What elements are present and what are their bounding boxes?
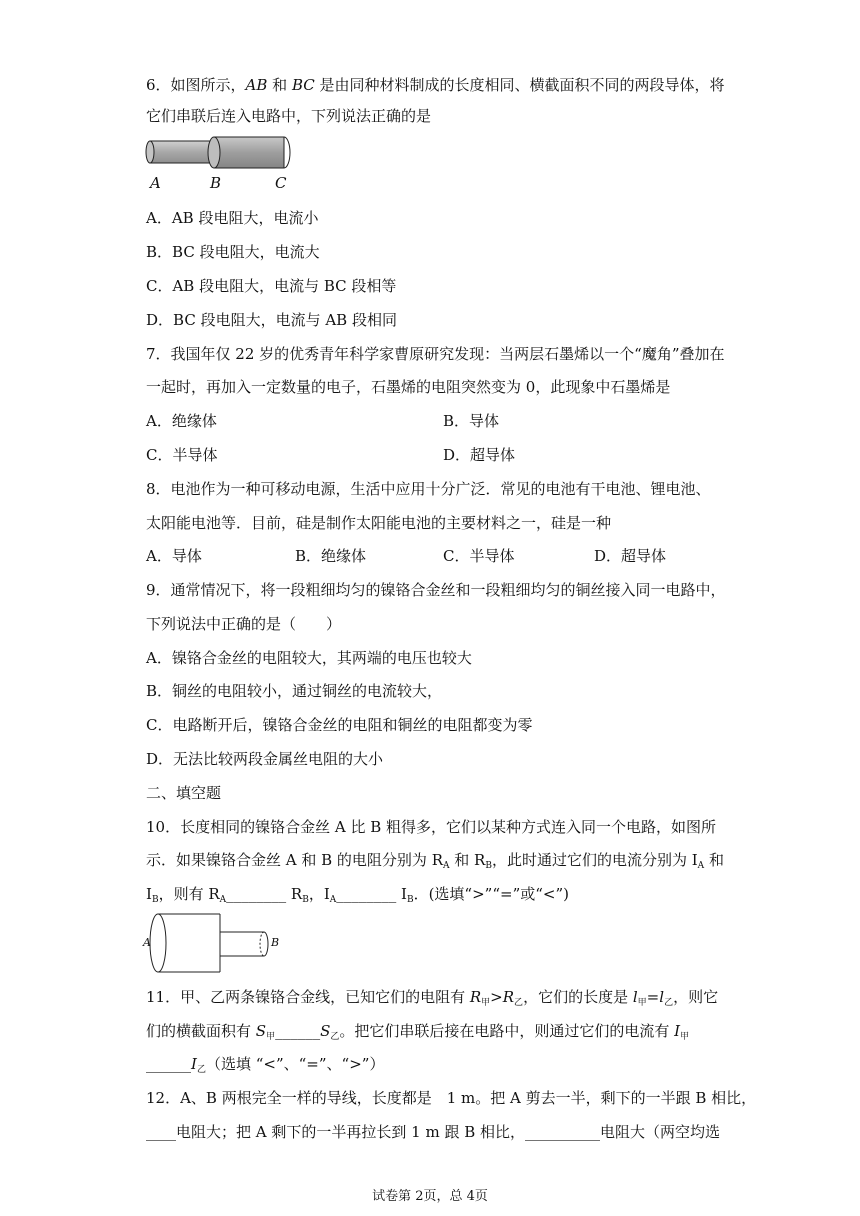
q8-option-d: D．超导体 <box>594 547 667 565</box>
section-heading-fill-in: 二、填空题 <box>146 784 222 802</box>
text: 们的横截面积有 <box>146 1022 256 1040</box>
text: 和 <box>267 76 292 94</box>
text: 11．甲、乙两条镍铬合金线，已知它们的电阻有 <box>146 988 470 1006</box>
subscript: B <box>151 895 159 905</box>
text: ，I <box>308 885 330 903</box>
answer-blank: ________ R <box>226 885 303 903</box>
subscript: B <box>485 861 492 871</box>
q8-option-c: C．半导体 <box>443 547 515 565</box>
text: AB <box>245 76 268 94</box>
q10-label-b: B <box>271 936 280 949</box>
subscript: A <box>697 861 705 871</box>
text: ，则它 <box>673 988 719 1006</box>
text: ，则有 R <box>158 885 220 903</box>
q10-label-a: A <box>143 936 151 949</box>
q7-option-d: D．超导体 <box>443 446 516 464</box>
q10-wire-figure <box>140 908 290 978</box>
q7-option-a: A．绝缘体 <box>146 412 217 430</box>
answer-blank: ______ <box>275 1022 321 1040</box>
q9-option-b: B．铜丝的电阻较小，通过铜丝的电流较大， <box>146 682 443 700</box>
text: ，它们的长度是 <box>523 988 633 1006</box>
q6-option-b: B．BC 段电阻大，电流大 <box>146 243 320 261</box>
subscript: B <box>302 895 309 905</box>
text: BC <box>291 76 315 94</box>
text: 示．如果镍铬合金丝 A 和 B 的电阻分别为 R <box>146 851 443 869</box>
subscript: 乙 <box>664 998 674 1008</box>
q7-option-c: C．半导体 <box>146 446 218 464</box>
text: R <box>502 988 515 1006</box>
text: > <box>490 988 503 1006</box>
subscript: A <box>443 861 450 871</box>
text: 和 R <box>449 851 486 869</box>
text: S <box>320 1022 331 1040</box>
q8-option-a: A．导体 <box>146 547 202 565</box>
q11-stem-line1 <box>146 987 718 1013</box>
q8-stem-line1: 8．电池作为一种可移动电源，生活中应用十分广泛．常见的电池有干电池、锂电池、 <box>146 480 711 498</box>
q11-stem-line3 <box>146 1054 384 1080</box>
subscript: 甲 <box>637 998 647 1008</box>
q6-label-b: B <box>210 174 222 192</box>
text: 6．如图所示， <box>146 76 246 94</box>
answer-blank: ______ <box>146 1055 191 1073</box>
subscript: A <box>329 895 337 905</box>
text: ．(选填“>”“=”或“<”) <box>413 885 569 903</box>
q9-stem-line1: 9．通常情况下，将一段粗细均匀的镍铬合金丝和一段粗细均匀的铜丝接入同一电路中， <box>146 581 726 599</box>
q10-stem-line1: 10．长度相同的镍铬合金丝 A 比 B 粗得多，它们以某种方式连入同一个电路，如图所 <box>146 818 717 836</box>
text: 。把它们串联后接在电路中，则通过它们的电流有 <box>339 1022 675 1040</box>
text: 是由同种材料制成的长度相同、横截面积不同的两段导体，将 <box>314 76 725 94</box>
text: 和 <box>704 851 724 869</box>
text: I <box>146 885 152 903</box>
text: （选填 “<”、“=”、“>”） <box>205 1055 385 1073</box>
q6-label-a: A <box>150 174 161 192</box>
text: I <box>674 1022 681 1040</box>
subscript: 乙 <box>330 1032 340 1042</box>
text: ，此时通过它们的电流分别为 I <box>491 851 698 869</box>
text: I <box>191 1055 197 1073</box>
text: l <box>659 988 665 1006</box>
q6-option-c: C．AB 段电阻大，电流与 BC 段相等 <box>146 277 397 295</box>
subscript: 乙 <box>196 1065 206 1075</box>
q7-stem-line2: 一起时，再加入一定数量的电子，石墨烯的电阻突然变为 0，此现象中石墨烯是 <box>146 378 671 396</box>
q12-stem-line1: 12．A、B 两根完全一样的导线，长度都是 1 m。把 A 剪去一半，剩下的一半跟 B 相比， <box>146 1089 757 1107</box>
subscript: 甲 <box>266 1032 276 1042</box>
q6-option-d: D．BC 段电阻大，电流与 AB 段相同 <box>146 311 397 329</box>
q7-stem-line1: 7．我国年仅 22 岁的优秀青年科学家曹原研究发现：当两层石墨烯以一个“魔角”叠加在 <box>146 345 725 363</box>
text: = <box>646 988 660 1006</box>
q9-stem-line2: 下列说法中正确的是（ ） <box>146 615 342 633</box>
q8-option-b: B．绝缘体 <box>295 547 367 565</box>
q10-stem-line3 <box>146 884 569 910</box>
q6-option-a: A．AB 段电阻大，电流小 <box>146 209 319 227</box>
q10-stem-line2 <box>146 850 724 876</box>
q7-option-b: B．导体 <box>443 412 500 430</box>
q6-stem-line1 <box>146 75 725 95</box>
subscript: 甲 <box>680 1032 690 1042</box>
q12-stem-line2: ____电阻大；把 A 剩下的一半再拉长到 1 m 跟 B 相比，__________电阻大（两空均选 <box>146 1123 721 1141</box>
q9-option-d: D．无法比较两段金属丝电阻的大小 <box>146 750 384 768</box>
q11-stem-line2 <box>146 1021 689 1047</box>
subscript: A <box>219 895 227 905</box>
answer-blank: ________ I <box>336 885 407 903</box>
q9-option-a: A．镍铬合金丝的电阻较大，其两端的电压也较大 <box>146 649 472 667</box>
q9-option-c: C．电路断开后，镍铬合金丝的电阻和铜丝的电阻都变为零 <box>146 716 533 734</box>
page-footer: 试卷第 2页，总 4页 <box>372 1189 488 1204</box>
text: S <box>255 1022 267 1040</box>
subscript: B <box>406 895 414 905</box>
text: l <box>632 988 638 1006</box>
subscript: 乙 <box>514 998 524 1008</box>
text: R <box>469 988 482 1006</box>
q6-label-c: C <box>275 174 287 192</box>
subscript: 甲 <box>481 998 491 1008</box>
q8-stem-line2: 太阳能电池等．目前，硅是制作太阳能电池的主要材料之一，硅是一种 <box>146 514 612 532</box>
q6-stem-line2: 它们串联后连入电路中，下列说法正确的是 <box>146 107 432 125</box>
